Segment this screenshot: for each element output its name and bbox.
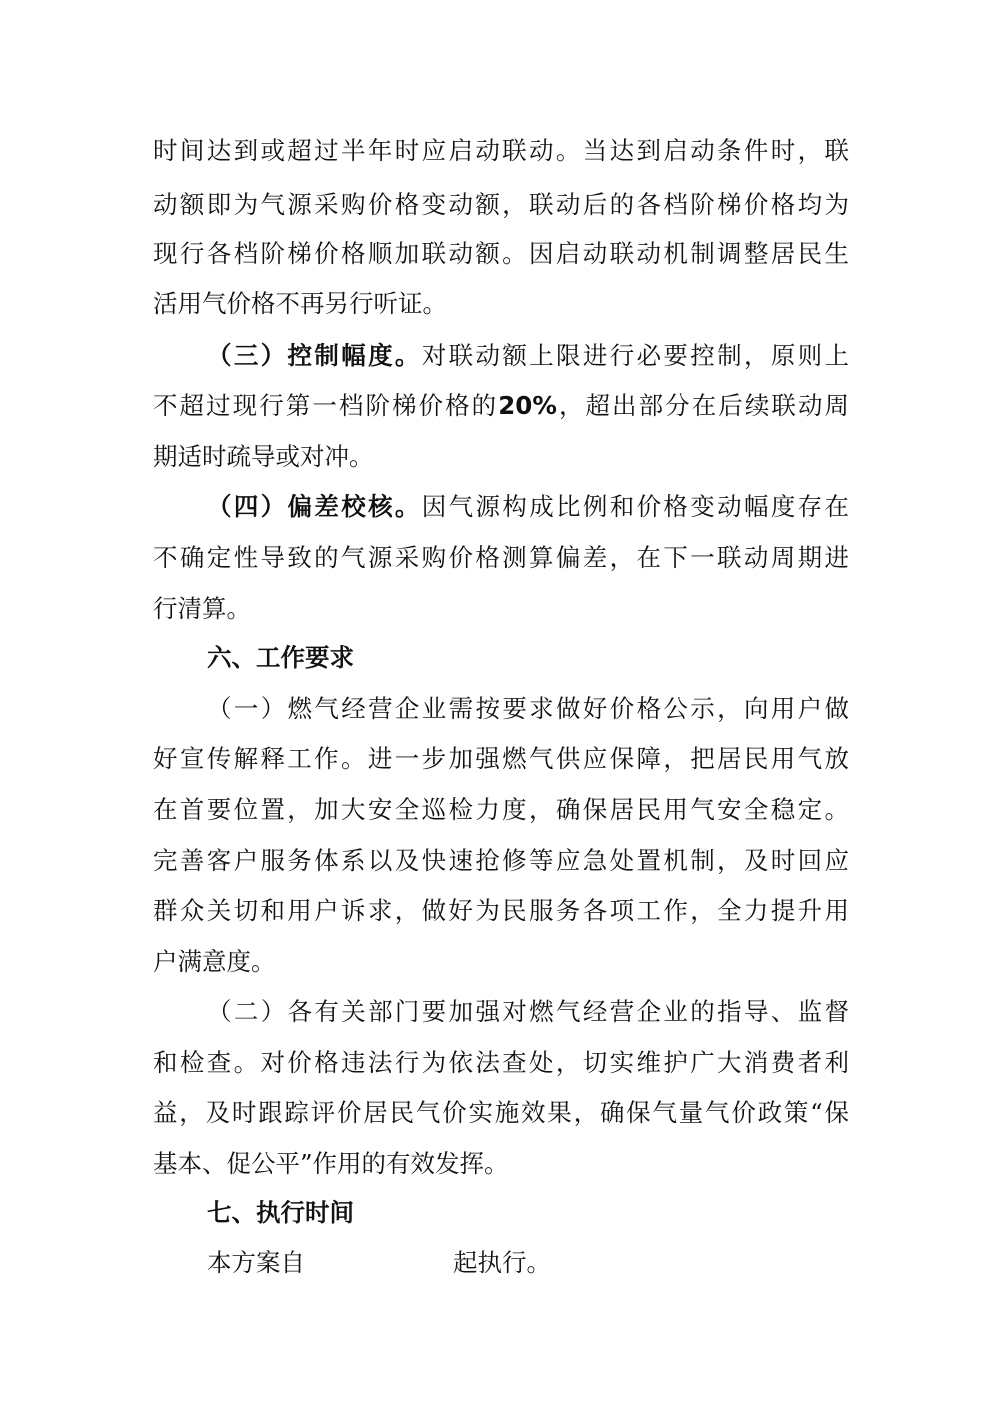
effective-date-line xyxy=(207,1243,849,1283)
section-label: （四）偏差校核。 xyxy=(207,492,422,521)
text-line: 户满意度。 xyxy=(153,947,276,976)
text-line: 基本、促公平”作用的有效发挥。 xyxy=(153,1149,509,1178)
text-span: 本方案自 xyxy=(207,1248,305,1277)
text-line: 群众关切和用户诉求，做好为民服务各项工作，全力提升用 xyxy=(153,896,849,925)
text-span: 不超过现行第一档阶梯价格的 xyxy=(153,391,499,420)
section-heading: 七、执行时间 xyxy=(207,1198,354,1227)
text-line: 益，及时跟踪评价居民气价实施效果，确保气量气价政策“保 xyxy=(153,1098,849,1127)
paragraph-deviation-check xyxy=(207,487,849,527)
text-line xyxy=(153,386,849,426)
text-span: 对联动额上限进行必要控制，原则上 xyxy=(421,341,850,370)
text-line: 好宣传解释工作。进一步加强燃气供应保障，把居民用气放 xyxy=(153,744,849,773)
percent-value: 20% xyxy=(498,391,557,420)
text-line: （一）燃气经营企业需按要求做好价格公示，向用户做 xyxy=(207,694,849,723)
text-line: 和检查。对价格违法行为依法查处，切实维护广大消费者利 xyxy=(153,1048,849,1077)
text-span: 起执行。 xyxy=(453,1248,551,1277)
text-line: 期适时疏导或对冲。 xyxy=(153,442,374,471)
text-line: 不确定性导致的气源采购价格测算偏差，在下一联动周期进 xyxy=(153,543,849,572)
text-line: 现行各档阶梯价格顺加联动额。因启动联动机制调整居民生 xyxy=(153,239,849,268)
text-line: 在首要位置，加大安全巡检力度，确保居民用气安全稳定。 xyxy=(153,795,849,824)
section-label: （三）控制幅度。 xyxy=(207,341,422,370)
paragraph-control-range xyxy=(207,336,849,376)
text-line: （二）各有关部门要加强对燃气经营企业的指导、监督 xyxy=(207,997,849,1026)
text-span: 因气源构成比例和价格变动幅度存在 xyxy=(421,492,850,521)
text-line: 时间达到或超过半年时应启动联动。当达到启动条件时，联 xyxy=(153,136,849,165)
text-line: 活用气价格不再另行听证。 xyxy=(153,289,447,318)
text-span: ，超出部分在后续联动周 xyxy=(556,391,850,420)
text-line: 行清算。 xyxy=(153,594,251,623)
text-line: 动额即为气源采购价格变动额，联动后的各档阶梯价格均为 xyxy=(153,190,849,219)
text-line: 完善客户服务体系以及快速抢修等应急处置机制，及时回应 xyxy=(153,846,849,875)
section-heading: 六、工作要求 xyxy=(207,643,354,672)
